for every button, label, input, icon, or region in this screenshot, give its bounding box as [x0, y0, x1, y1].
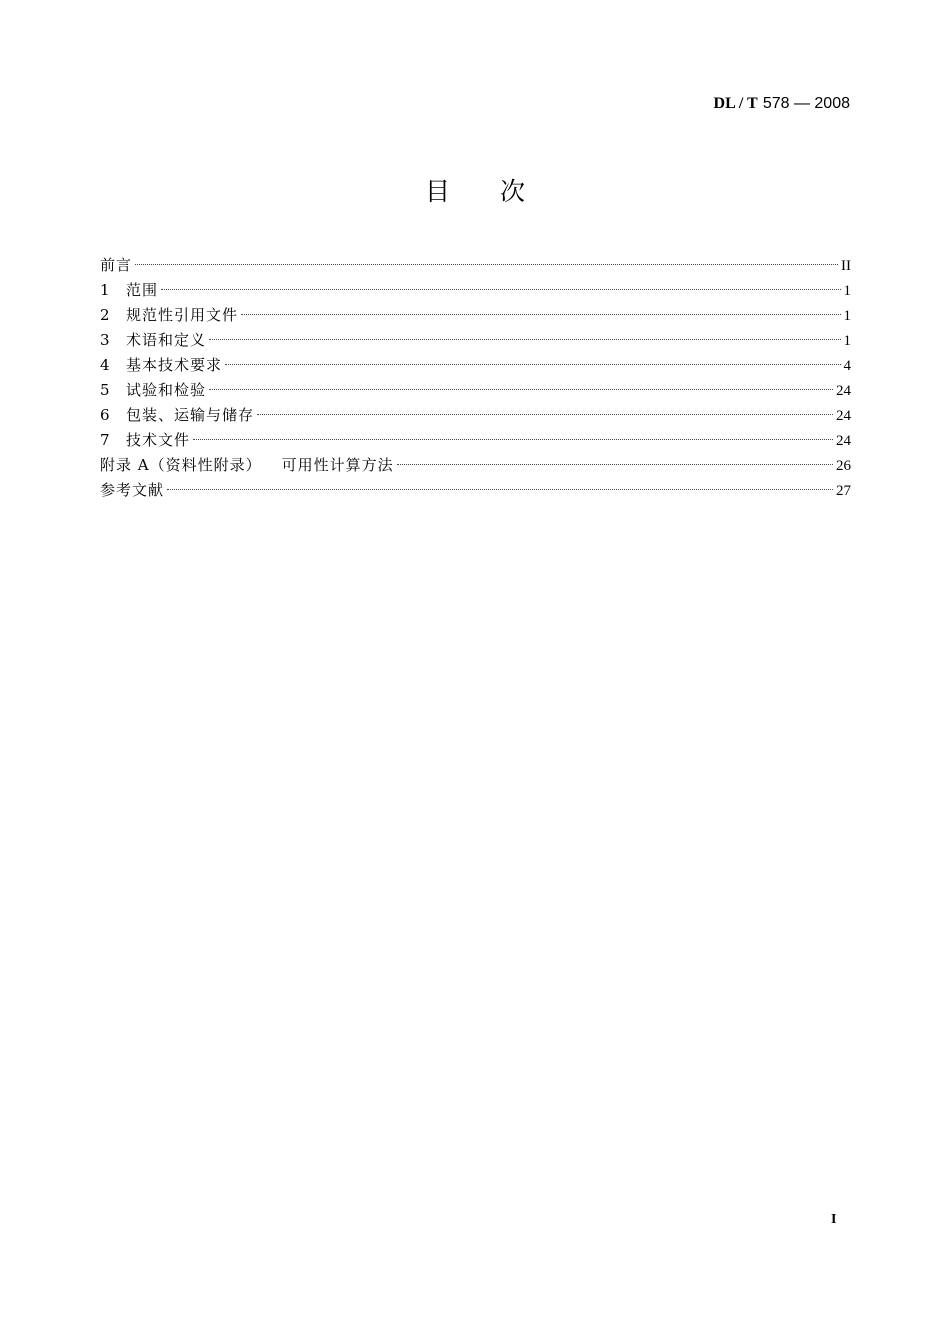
toc-entry-packaging[interactable]	[100, 403, 851, 428]
toc-entry-foreword[interactable]	[100, 253, 851, 278]
toc-entry-label: 附录 A（资料性附录）	[100, 456, 262, 474]
toc-dot-leader	[225, 364, 840, 365]
toc-entry-page: 1	[843, 333, 851, 349]
toc-entry-technical-documents[interactable]	[100, 428, 851, 453]
toc-entry-appendix-a[interactable]	[100, 453, 851, 478]
toc-entry-page: 24	[836, 408, 851, 424]
toc-entry-scope[interactable]	[100, 278, 851, 303]
toc-dot-leader	[257, 414, 833, 415]
toc-entry-label: 基本技术要求	[126, 356, 223, 374]
toc-entry-terms[interactable]	[100, 328, 851, 353]
toc-entry-number: 7	[100, 431, 110, 449]
toc-entry-page: 1	[843, 283, 851, 299]
page-number: I	[831, 1212, 837, 1227]
toc-entry-page: 1	[843, 308, 851, 324]
toc-entry-page: 4	[843, 358, 851, 374]
toc-dot-leader	[167, 489, 833, 490]
toc-dot-leader	[209, 339, 840, 340]
toc-entry-normative-references[interactable]	[100, 303, 851, 328]
table-of-contents	[100, 253, 851, 503]
toc-entry-label: 试验和检验	[126, 381, 207, 399]
toc-entry-number: 4	[100, 356, 110, 374]
toc-entry-number: 6	[100, 406, 110, 424]
toc-entry-page: II	[841, 258, 851, 274]
toc-entry-label: 参考文献	[100, 481, 165, 499]
toc-entry-page: 26	[836, 458, 851, 474]
document-code-number: 578 — 2008	[762, 95, 850, 112]
toc-dot-leader	[161, 289, 840, 290]
toc-entry-label: 术语和定义	[126, 331, 207, 349]
document-code	[714, 93, 850, 113]
toc-dot-leader	[241, 314, 840, 315]
toc-entry-label: 规范性引用文件	[126, 306, 239, 324]
toc-entry-label: 前言	[100, 256, 133, 274]
toc-entry-number: 5	[100, 381, 110, 399]
document-code-prefix: DL / T	[713, 95, 758, 112]
toc-entry-tests[interactable]	[100, 378, 851, 403]
toc-entry-page: 27	[836, 483, 851, 499]
toc-entry-basic-requirements[interactable]	[100, 353, 851, 378]
toc-entry-label: 包装、运输与储存	[126, 406, 255, 424]
toc-entry-number: 1	[100, 281, 110, 299]
toc-entry-number: 3	[100, 331, 110, 349]
toc-entry-page: 24	[836, 383, 851, 399]
toc-dot-leader	[209, 389, 833, 390]
toc-dot-leader	[397, 464, 833, 465]
toc-title: 目次	[424, 177, 575, 206]
toc-dot-leader	[135, 264, 838, 265]
toc-dot-leader	[193, 439, 833, 440]
toc-entry-page: 24	[836, 433, 851, 449]
toc-entry-number: 2	[100, 306, 110, 324]
toc-entry-bibliography[interactable]	[100, 478, 851, 503]
toc-entry-label: 范围	[126, 281, 159, 299]
toc-entry-sublabel: 可用性计算方法	[281, 456, 394, 474]
toc-entry-label: 技术文件	[126, 431, 191, 449]
